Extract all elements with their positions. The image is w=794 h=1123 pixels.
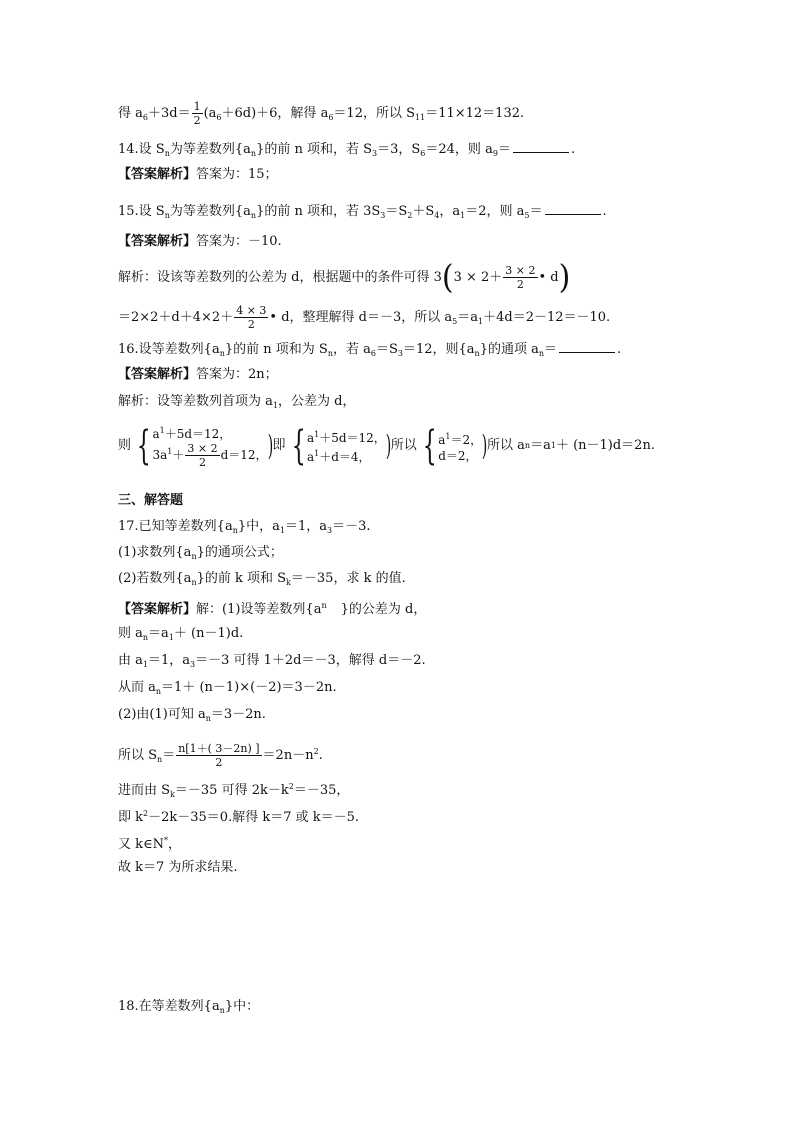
fraction	[176, 742, 261, 769]
text: ＝－35 可得 2k－k	[174, 783, 289, 798]
text: －2k－35＝0.解得 k＝7 或 k＝－5.	[148, 810, 360, 825]
text: ＝－35，求 k 的值.	[290, 571, 406, 586]
answer-14	[118, 166, 278, 184]
answer-text: 答案为：－10.	[196, 234, 282, 249]
question-17-part-2	[118, 570, 406, 592]
text: 又 k∈N	[118, 837, 165, 852]
text: ＝a	[530, 438, 551, 453]
subscript: n	[250, 211, 257, 220]
subscript: 5	[452, 317, 458, 326]
denominator: 2	[516, 278, 524, 291]
text: ＋d＝4，	[319, 450, 371, 464]
text: 17.已知等差数列{a	[118, 519, 233, 534]
text: ＝－3 可得 1＋2d＝－3，解得 d＝－2.	[195, 653, 426, 668]
text: ＝S	[385, 204, 408, 219]
text: ＝	[529, 204, 543, 219]
explanation-15-line-2	[118, 300, 610, 340]
text: a	[152, 427, 160, 441]
superscript: 1	[159, 426, 165, 435]
text: ，公差为 d，	[277, 394, 356, 409]
text: 即 k	[118, 810, 144, 825]
text: .	[617, 342, 622, 357]
text: ＝1＋ (n－1)×(－2)＝3－2n.	[161, 680, 337, 695]
text: ＋ (n－1)d.	[173, 626, 244, 641]
subscript: 1	[168, 633, 174, 642]
subscript: 1	[272, 401, 278, 410]
answer-blank	[559, 342, 615, 353]
answer-16	[118, 366, 278, 384]
text: ＝－35，	[293, 783, 350, 798]
denominator: 2	[215, 756, 223, 769]
subscript: n	[327, 349, 333, 358]
subscript: 6	[142, 113, 148, 122]
subscript: 1	[279, 526, 285, 535]
system-row	[438, 448, 482, 464]
text: }的前 k 项和 S	[196, 571, 287, 586]
text-line	[118, 100, 524, 127]
subscript: 9	[492, 149, 498, 158]
subscript: 6	[370, 349, 376, 358]
question-14	[118, 141, 575, 163]
text: (2)若数列{a	[118, 571, 192, 586]
text: ＝1，a	[284, 519, 328, 534]
system-rows	[307, 427, 386, 465]
text: a	[306, 431, 315, 445]
superscript: *	[164, 836, 169, 845]
solution-17-line-3	[118, 652, 426, 674]
text: ＋	[172, 448, 185, 462]
subscript: k	[286, 578, 291, 587]
subscript: n	[232, 526, 238, 535]
text: (2)由(1)可知 a	[118, 707, 206, 722]
system-row	[307, 446, 386, 465]
subscript: 1	[550, 441, 556, 450]
subscript: 3	[397, 349, 403, 358]
equation-system-3	[417, 423, 488, 469]
explanation-16-line-1	[118, 393, 355, 415]
text: ＝a	[457, 310, 479, 325]
fraction	[234, 304, 268, 331]
subscript: k	[170, 790, 175, 799]
text: d＝12，	[220, 448, 268, 462]
solution-17-line-10: 故 k＝7 为所求结果.	[118, 860, 238, 875]
subscript: n	[219, 1006, 225, 1015]
question-18	[118, 998, 259, 1020]
text: ＋4d＝2－12＝－10.	[483, 310, 611, 325]
solution-17-line-1	[118, 597, 426, 619]
text: 解析：设该等差数列的公差为 d，根据题中的条件可得 3	[118, 270, 442, 285]
text: • d，整理解得 d＝－3，所以 a	[269, 310, 453, 325]
subscript: 3	[190, 660, 196, 669]
text: 16.设等差数列{a	[118, 342, 220, 357]
subscript: 6	[328, 113, 334, 122]
text: ＋3d＝	[147, 106, 191, 121]
text: }的公差为 d，	[340, 602, 427, 617]
numerator: n[1＋( 3－2n) ]	[178, 742, 260, 755]
text: }的前 n 项和，若 3S	[256, 204, 381, 219]
system-rows	[438, 429, 482, 464]
text: 则 a	[118, 626, 143, 641]
question-17-part-1	[118, 544, 283, 566]
text: }的前 n 项和为 S	[224, 342, 328, 357]
solution-17-line-5	[118, 706, 266, 728]
text: 3 × 2＋	[453, 270, 503, 285]
text: 解析：设等差数列首项为 a	[118, 394, 273, 409]
fraction	[185, 442, 219, 469]
text: 所以 S	[118, 748, 158, 763]
solution-17-line-8	[118, 805, 359, 827]
question-15	[118, 203, 607, 225]
numerator: 1	[193, 100, 201, 113]
subscript: 1	[460, 211, 466, 220]
subscript: n	[538, 349, 544, 358]
solution-17-line-4	[118, 679, 337, 701]
text: 即	[272, 438, 286, 453]
text: ＝2，	[450, 432, 483, 447]
answer-15	[118, 233, 282, 251]
text: (1)求数列{a	[118, 545, 192, 560]
right-paren: )	[558, 257, 571, 297]
text: 进而由 S	[118, 783, 171, 798]
text: ＝a	[148, 626, 169, 641]
system-row	[307, 427, 386, 446]
text: ＋ (n－1)d＝2n.	[555, 438, 655, 453]
text: ，	[168, 837, 182, 852]
text: }中：	[224, 999, 260, 1014]
denominator: 2	[247, 318, 255, 331]
subscript: n	[157, 755, 163, 764]
text: .	[570, 142, 576, 157]
answer-tag: 【答案解析】	[118, 602, 197, 617]
text: 解：(1)设等差数列{a	[196, 602, 322, 617]
superscript: 2	[143, 809, 149, 818]
explanation-15-line-1	[118, 258, 570, 298]
text: d＝2，	[438, 448, 478, 463]
text: ＝	[162, 748, 176, 763]
subscript: 3	[372, 149, 378, 158]
text: .	[602, 204, 607, 219]
text: • d	[538, 270, 559, 285]
answer-text: 答案为：2n；	[196, 367, 278, 382]
text: ＝3－2n.	[210, 707, 266, 722]
answer-tag: 【答案解析】	[118, 167, 197, 182]
text: ＝11×12＝132.	[425, 106, 525, 121]
brace: {	[422, 423, 437, 469]
text: 得 a	[118, 106, 143, 121]
text: .	[318, 748, 323, 763]
subscript: 2	[407, 211, 413, 220]
answer-tag: 【答案解析】	[118, 367, 197, 382]
text: ＝2n－n	[262, 748, 314, 763]
numerator: 4 × 3	[236, 304, 267, 317]
text: ，a	[439, 204, 461, 219]
solution-17-line-6	[118, 734, 323, 778]
superscript: n	[321, 601, 327, 610]
answer-blank	[545, 204, 601, 215]
system-rows	[152, 423, 267, 469]
text: 为等差数列{a	[169, 204, 251, 219]
section-heading: 三、解答题	[118, 493, 184, 508]
subscript: n	[155, 687, 162, 696]
subscript: n	[142, 633, 149, 642]
subscript: 1	[142, 660, 148, 669]
brace: {	[136, 423, 151, 469]
text: ＝－3.	[332, 519, 371, 534]
text: ＝	[544, 342, 558, 357]
superscript: 2	[313, 747, 319, 756]
text: }的前 n 项和，若 S	[256, 142, 373, 157]
superscript: 1	[314, 430, 320, 439]
brace: {	[291, 423, 306, 469]
subscript: 6	[216, 113, 222, 122]
system-row	[152, 442, 267, 469]
denominator: 2	[198, 456, 206, 469]
equation-system-2	[286, 423, 391, 469]
subscript: 6	[420, 149, 426, 158]
subscript: n	[524, 441, 531, 450]
text: }的通项 a	[479, 342, 539, 357]
text: 15.设 S	[118, 204, 165, 219]
explanation-16-system	[118, 420, 655, 472]
fraction	[192, 100, 203, 127]
text: ＝3，S	[377, 142, 421, 157]
solution-17-line-2	[118, 625, 243, 647]
text: ＝12，则{a	[402, 342, 475, 357]
text: a	[438, 432, 446, 447]
superscript: 1	[167, 447, 173, 456]
solution-17-line-7	[118, 778, 349, 804]
text: ＝	[497, 142, 511, 157]
subscript: n	[250, 149, 257, 158]
superscript: 1	[445, 431, 451, 441]
system-row	[438, 429, 482, 448]
subscript: n	[164, 149, 170, 158]
text: 18.在等差数列{a	[118, 999, 220, 1014]
text: ＝1，a	[147, 653, 191, 668]
numerator: 3 × 2	[505, 264, 536, 277]
right-paren: )	[481, 429, 488, 462]
fraction	[503, 264, 537, 291]
subscript: 3	[380, 211, 386, 220]
subscript: n	[164, 211, 170, 220]
subscript: n	[191, 552, 197, 561]
text: a	[306, 450, 315, 464]
right-paren: )	[385, 429, 391, 462]
text: ，若 a	[332, 342, 371, 357]
subscript: 3	[327, 526, 333, 535]
numerator: 3 × 2	[187, 442, 218, 455]
answer-tag: 【答案解析】	[118, 234, 197, 249]
subscript: 5	[524, 211, 530, 220]
answer-text: 答案为：15；	[196, 167, 278, 182]
denominator: 2	[193, 114, 201, 127]
text: 所以 a	[487, 438, 525, 453]
answer-blank	[513, 142, 569, 153]
text: 由 a	[118, 653, 143, 668]
subscript: 11	[415, 113, 426, 122]
text: 14.设 S	[118, 142, 165, 157]
text: ＝12，所以 S	[333, 106, 416, 121]
text: }中，a	[237, 519, 280, 534]
superscript: 2	[288, 782, 294, 791]
left-paren: (	[441, 257, 454, 297]
question-17	[118, 518, 371, 540]
system-row	[152, 423, 267, 442]
subscript: n	[219, 349, 225, 358]
text: (a	[203, 106, 217, 121]
text: ＝24，则 a	[425, 142, 493, 157]
text: ＋6d)＋6，解得 a	[221, 106, 329, 121]
solution-17-line-9	[118, 832, 181, 854]
text: 为等差数列{a	[169, 142, 251, 157]
subscript: 1	[478, 317, 484, 326]
text: ＝2，则 a	[465, 204, 525, 219]
text: 从而 a	[118, 680, 156, 695]
text: ＋S	[412, 204, 435, 219]
subscript: n	[191, 578, 197, 587]
text: 则	[118, 438, 132, 453]
text: 3a	[152, 448, 168, 462]
text: ＝2×2＋d＋4×2＋	[118, 310, 234, 325]
text: ＋5d＝12，	[319, 431, 386, 445]
text: ＋5d＝12，	[164, 427, 232, 441]
question-16	[118, 341, 621, 363]
subscript: 4	[434, 211, 440, 220]
equation-system-1	[131, 423, 272, 469]
subscript: n	[474, 349, 480, 358]
superscript: 1	[314, 449, 320, 458]
text: ＝S	[375, 342, 398, 357]
subscript: n	[205, 714, 211, 723]
text: }的通项公式；	[196, 545, 283, 560]
text: 所以	[390, 438, 417, 453]
right-paren: )	[267, 429, 273, 462]
